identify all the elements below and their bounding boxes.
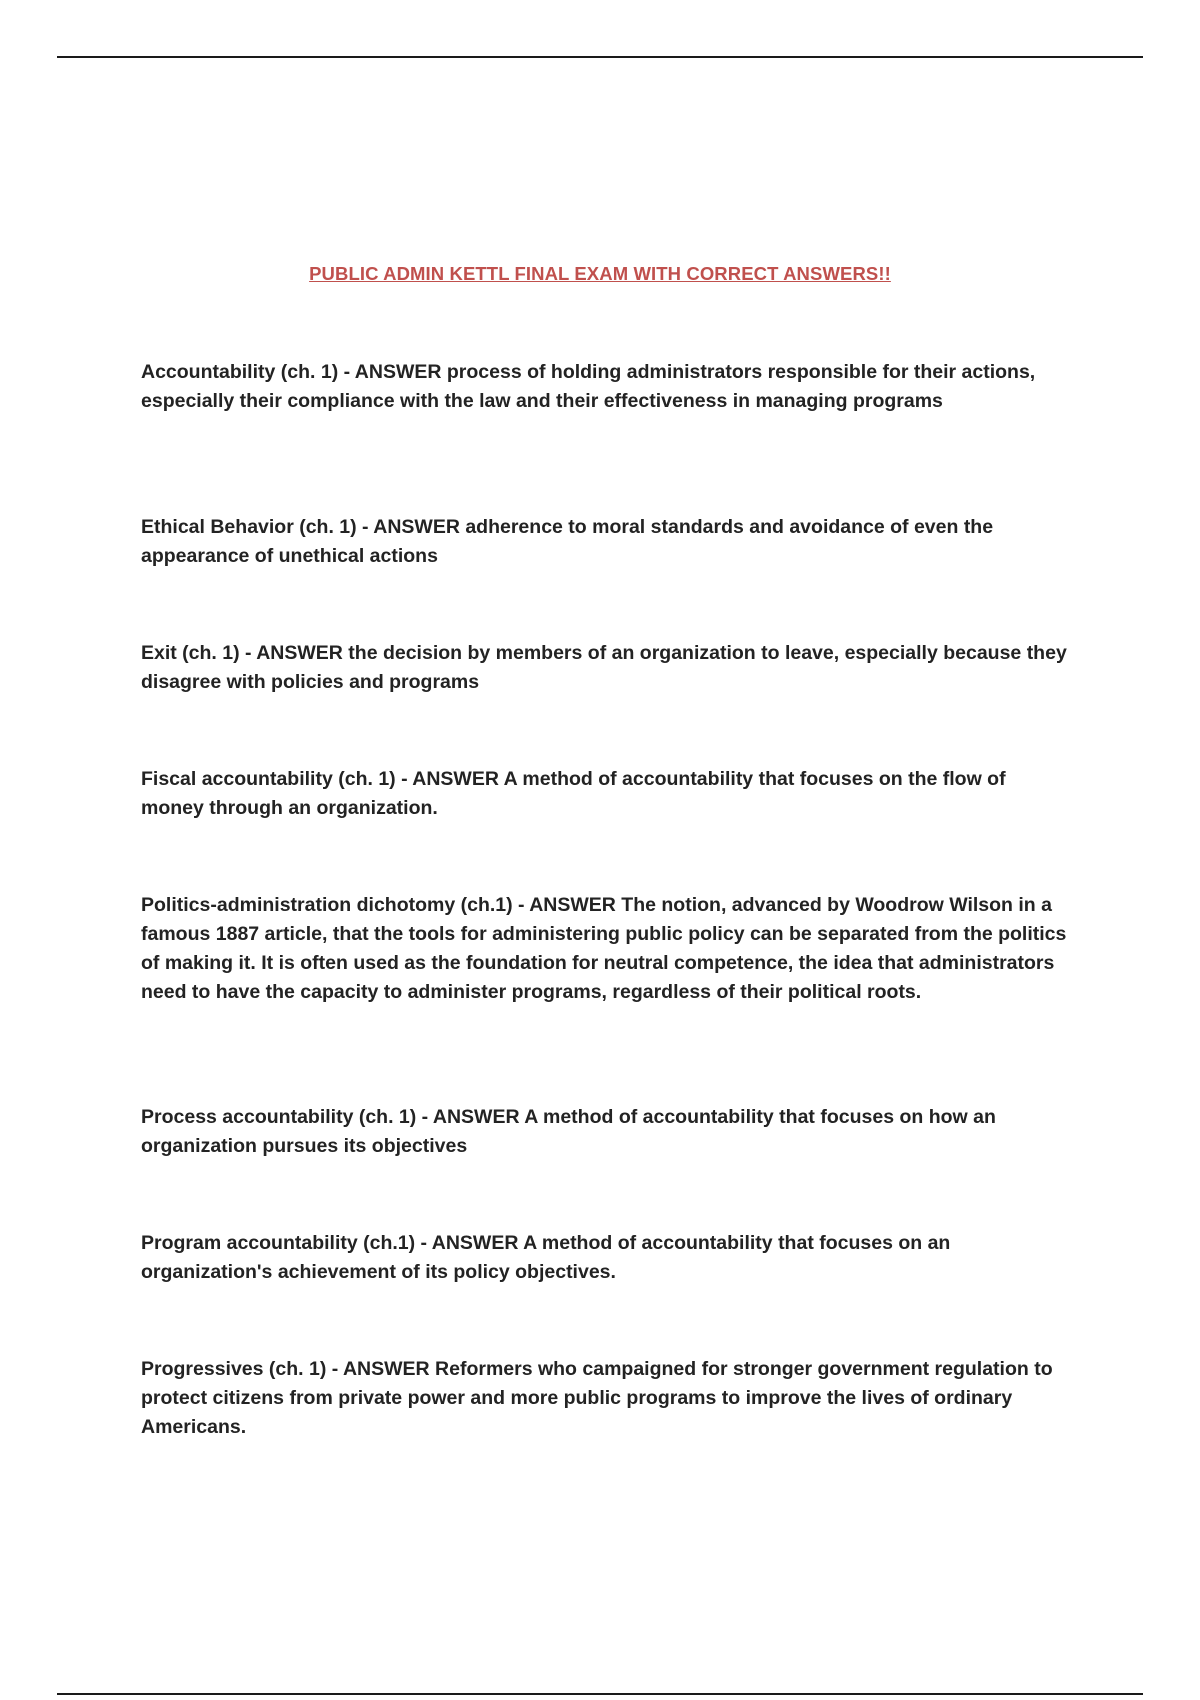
entry-accountability: Accountability (ch. 1) - ANSWER process of holding administrators responsible for their actions, especially their compliance with the law and their effectiveness in managing programs [141, 361, 1036, 412]
entry-politics-administration-dichotomy: Politics-administration dichotomy (ch.1) - ANSWER The notion, advanced by Woodrow Wilson in a famous 1887 article, that the tools for administering public policy can be separated from the politics of making it. It is often used as the foundation for neutral competence, the idea that administrators need to have the capacity to administer programs, regardless of their political roots. [141, 894, 1067, 1003]
bottom-rule [57, 1693, 1143, 1695]
entry-fiscal-accountability: Fiscal accountability (ch. 1) - ANSWER A method of accountability that focuses on the flow of money through an organization. [141, 768, 1006, 819]
entry-exit: Exit (ch. 1) - ANSWER the decision by members of an organization to leave, especially because they disagree with policies and programs [141, 642, 1067, 693]
entry-progressives: Progressives (ch. 1) - ANSWER Reformers who campaigned for stronger government regulation to protect citizens from private power and more public programs to improve the lives of ordinary Americans. [141, 1358, 1053, 1438]
entry-ethical-behavior: Ethical Behavior (ch. 1) - ANSWER adherence to moral standards and avoidance of even the appearance of unethical actions [141, 516, 994, 567]
entry-program-accountability: Program accountability (ch.1) - ANSWER A method of accountability that focuses on an organization's achievement of its policy objectives. [141, 1232, 951, 1283]
top-rule [57, 56, 1143, 58]
document-title: PUBLIC ADMIN KETTL FINAL EXAM WITH CORRECT ANSWERS!! [309, 263, 891, 284]
entry-process-accountability: Process accountability (ch. 1) - ANSWER A method of accountability that focuses on how an organization pursues its objectives [141, 1106, 996, 1157]
